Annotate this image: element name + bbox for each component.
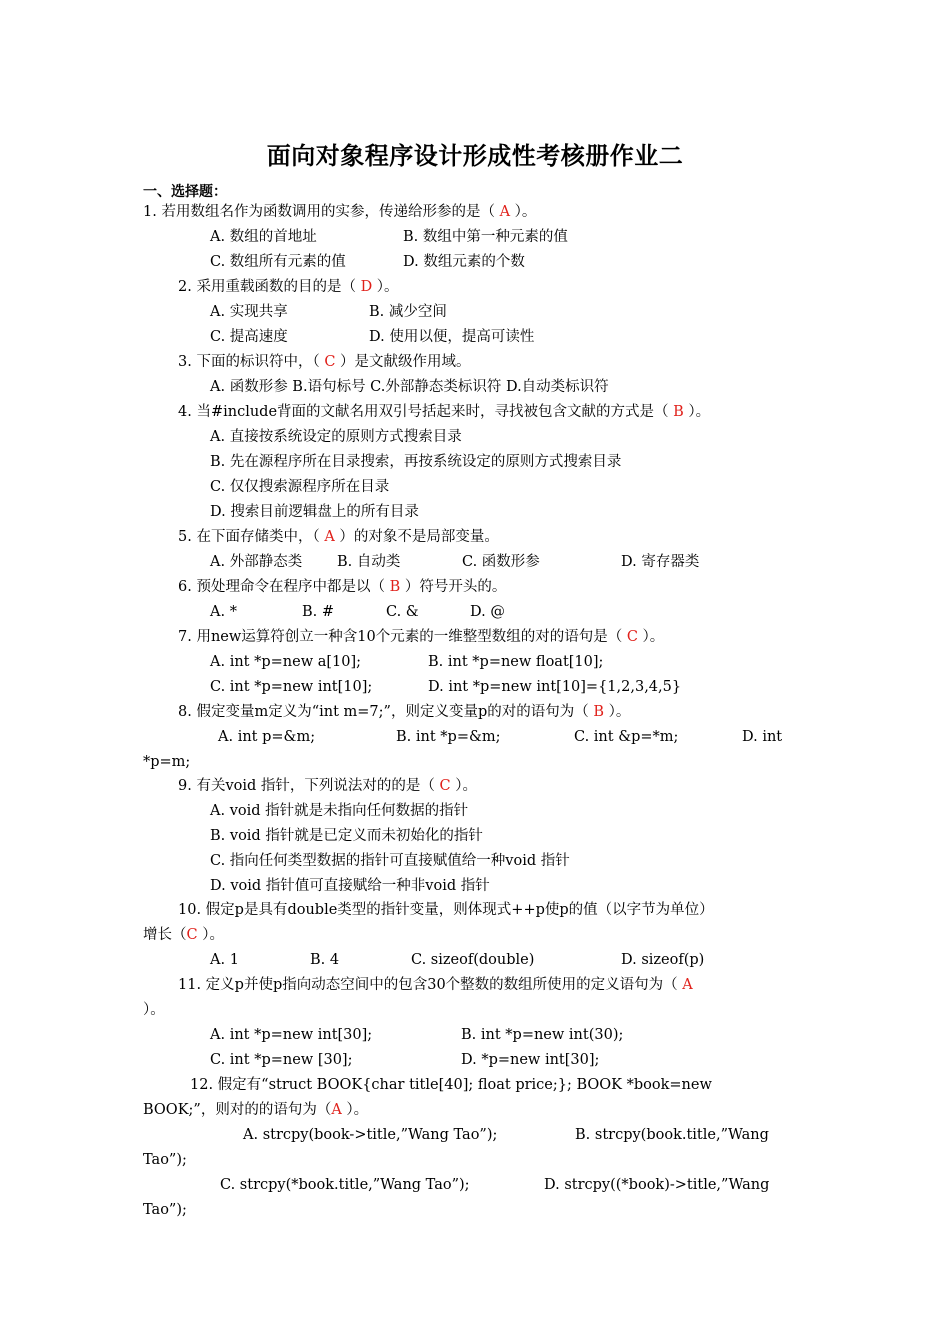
page-title: 面向对象程序设计形成性考核册作业二	[266, 142, 684, 170]
option-9d: D. void 指针值可直接赋给一种非void 指针	[210, 878, 490, 894]
question-11: 11. 定义p并使p指向动态空间中的包含30个整数的数组所使用的定义语句为（ A	[178, 977, 693, 993]
document-page: 面向对象程序设计形成性考核册作业二 一、选择题： 1. 若用数组名作为函数调用的实参，传递给形参的是（ A ）。 A. 数组的首地址 B. 数组中第一种元素的值 C. 数组所有元素的值 D. 数组元素的个数 2. 采用重载函数的目的是（ D ）。 A. 实现共享 B. 减少空间 C. 提高速度 D. 使用以便，提高可读性 3. 下面的标识符中，（ C ）是文献级作用域。 A. 函数形参 B.语句标号 C.外部静态类标识符 D.自动类标识符 4. 当#include背面的文献名用双引号括起来时，寻找被包含文献的方式是（ B ）。 A. 直接按系统设定的原则方式搜索目录 B. 先在源程序所在目录搜索，再按系统设定的原则方式搜索目录 C. 仅仅搜索源程序所在目录 D. 搜索目前逻辑盘上的所有目录 5. 在下面存储类中，（ A ）的对象不是局部变量。 A. 外部静态类 B. 自动类 C. 函数形参 D. 寄存器类 6. 预处理命令在程序中都是以（ B ）符号开头的。 A. * B. # C. & D. @ 7. 用new运算符创立一种含10个元素的一维整型数组的对的语句是（ C ）。 A. int *p=new a[10]; B. int *p=new float[10]; C. int *p=new int[10]; D. int *p=new int[10]={1,2,3,4,5} 8. 假定变量m定义为“int m=7;”，则定义变量p的对的语句为（ B ）。 A. int p=&m; B. int *p=&m; C. int &p=*m; D. int *p=m; 9. 有关void 指针，下列说法对的的是（ C ）。 A. void 指针就是未指向任何数据的指针 B. void 指针就是已定义而未初始化的指针 C. 指向任何类型数据的指针可直接赋值给一种void 指针 D. void 指针值可直接赋给一种非void 指针 10. 假定p是具有double类型的指针变量，则体现式++p使p的值（以字节为单位） 增长（C ）。 A. 1 B. 4 C. sizeof(double) D. sizeof(p) 11. 定义p并使p指向动态空间中的包含30个整数的数组所使用的定义语句为（ A ）。 A. int *p=new int[30]; B. int *p=new int(30); C. int *p=new [30]; D. *p=new int[30]; 12. 假定有“struct BOOK{char title[40]; float price;}; BOOK *book=new BOOK;”，则对的的语句为（A ）。 A. strcpy(book->title,”Wang Tao”); B. strcpy(book.title,”Wang Tao”); C. strcpy(*book.title,”Wang Tao”); D. strcpy((*book)->title,”Wang Tao”);	[0, 0, 950, 1344]
question-12: 12. 假定有“struct BOOK{char title[40]; float price;}; BOOK *book=new	[190, 1077, 712, 1093]
question-2: 2. 采用重载函数的目的是（ D ）。	[178, 279, 399, 295]
answer-5: A	[324, 529, 335, 545]
question-9: 9. 有关void 指针，下列说法对的的是（ C ）。	[178, 778, 477, 794]
answer-12: A	[331, 1102, 342, 1118]
question-4: 4. 当#include背面的文献名用双引号括起来时，寻找被包含文献的方式是（ B ）。	[178, 404, 711, 420]
answer-3: C	[324, 354, 336, 370]
section-heading: 一、选择题：	[143, 184, 227, 200]
answer-4: B	[673, 404, 684, 420]
option-9c: C. 指向任何类型数据的指针可直接赋值给一种void 指针	[210, 853, 570, 869]
answer-10: C	[186, 927, 198, 943]
option-9b: B. void 指针就是已定义而未初始化的指针	[210, 828, 483, 844]
answer-1: A	[499, 204, 511, 220]
option-4b: B. 先在源程序所在目录搜索，再按系统设定的原则方式搜索目录	[210, 454, 622, 470]
options-12a-wrap: Tao”);	[143, 1152, 187, 1168]
answer-9: C	[439, 778, 451, 794]
options-12b-wrap: Tao”);	[143, 1202, 187, 1218]
question-12-cont: BOOK;”，则对的的语句为（A ）。	[143, 1102, 369, 1118]
question-7: 7. 用new运算符创立一种含10个元素的一维整型数组的对的语句是（ C ）。	[178, 629, 665, 645]
answer-2: D	[360, 279, 373, 295]
option-4d: D. 搜索目前逻辑盘上的所有目录	[210, 504, 419, 520]
options-8-wrap: *p=m;	[143, 754, 191, 770]
question-11-cont: ）。	[143, 1002, 165, 1018]
answer-8: B	[593, 704, 604, 720]
option-4a: A. 直接按系统设定的原则方式搜索目录	[210, 429, 462, 445]
answer-11: A	[682, 977, 693, 993]
question-5: 5. 在下面存储类中，（ A ）的对象不是局部变量。	[178, 529, 499, 545]
answer-7: C	[626, 629, 638, 645]
question-10-cont: 增长（C ）。	[143, 927, 224, 943]
question-1: 1. 若用数组名作为函数调用的实参，传递给形参的是（ A ）。	[143, 204, 537, 220]
question-6: 6. 预处理命令在程序中都是以（ B ）符号开头的。	[178, 579, 507, 595]
options-3: A. 函数形参 B.语句标号 C.外部静态类标识符 D.自动类标识符	[210, 379, 609, 395]
question-10: 10. 假定p是具有double类型的指针变量，则体现式++p使p的值（以字节为单位）	[178, 902, 714, 918]
answer-6: B	[389, 579, 401, 595]
option-9a: A. void 指针就是未指向任何数据的指针	[210, 803, 469, 819]
question-3: 3. 下面的标识符中，（ C ）是文献级作用域。	[178, 354, 471, 370]
option-4c: C. 仅仅搜索源程序所在目录	[210, 479, 390, 495]
question-8: 8. 假定变量m定义为“int m=7;”，则定义变量p的对的语句为（ B ）。	[178, 704, 631, 720]
